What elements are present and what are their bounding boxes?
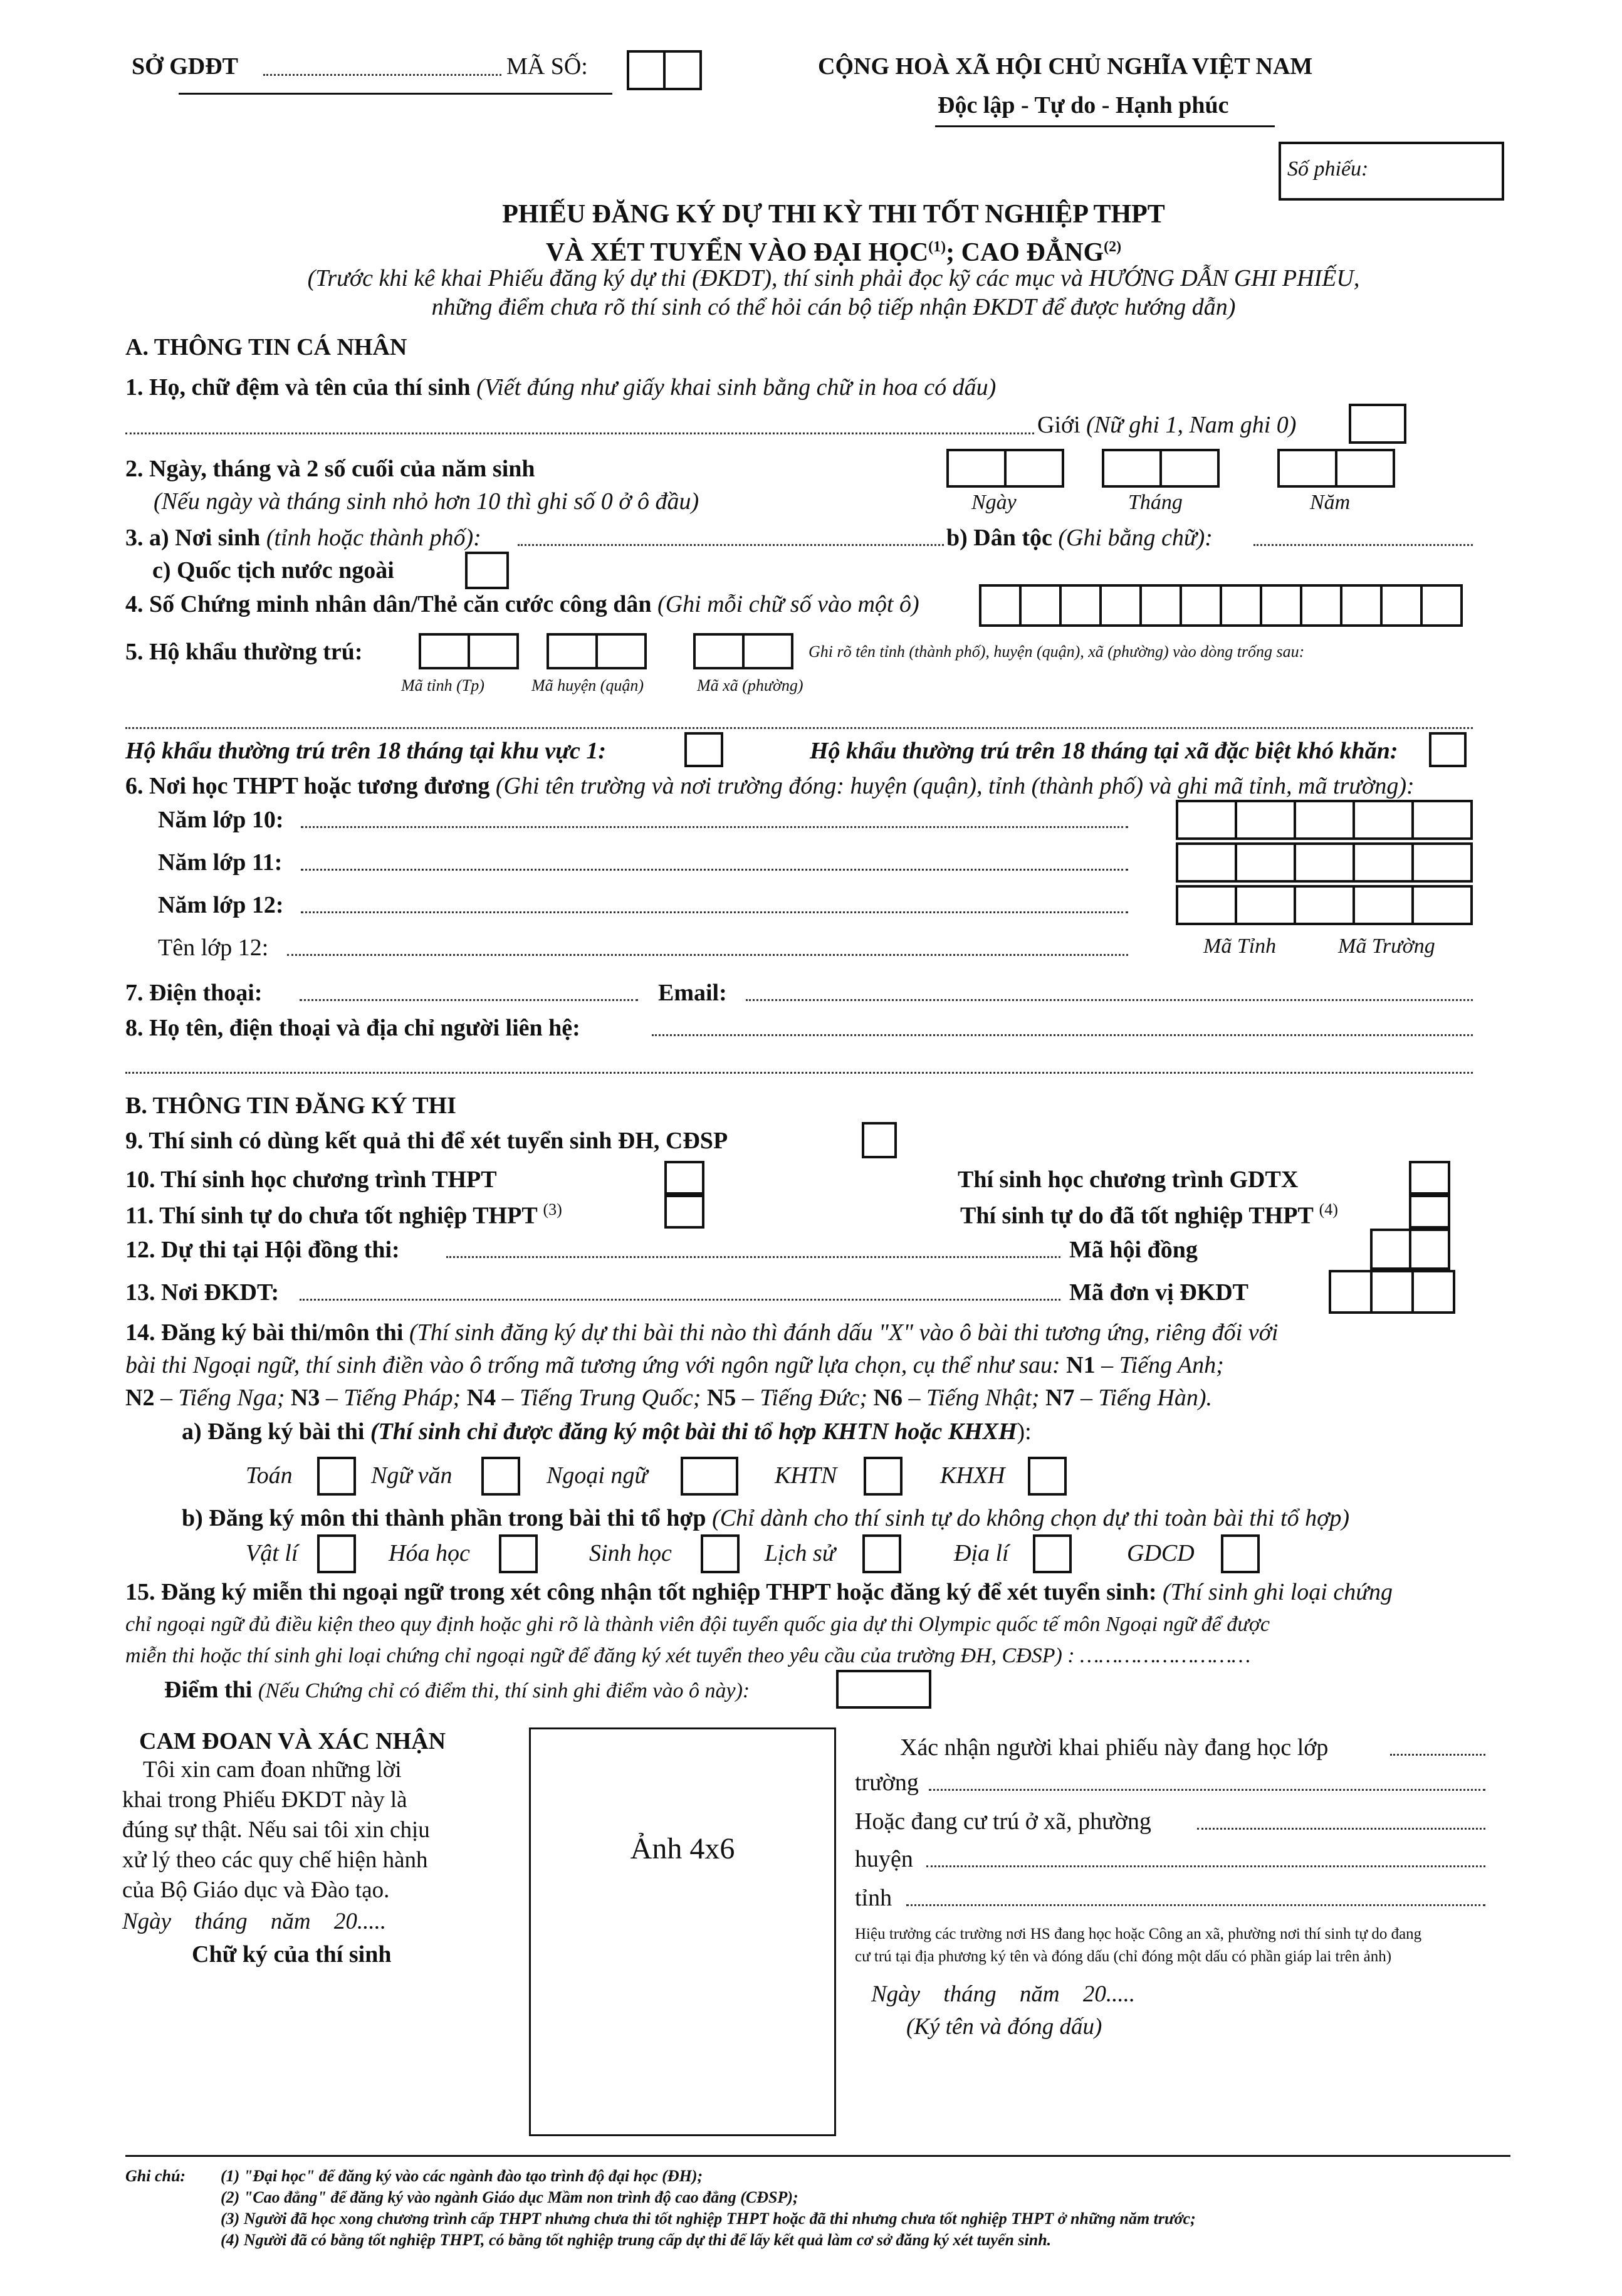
- candidate-signature-label: Chữ ký của thí sinh: [192, 1941, 392, 1968]
- q7-label: 7. Điện thoại:: [125, 980, 263, 1006]
- kv1-box[interactable]: [684, 732, 723, 767]
- q3b-label: b) Dân tộc: [946, 525, 1052, 551]
- confirm-note-1: Hiệu trưởng các trường nơi HS đang học hoặc Công an xã, phường nơi thí sinh tự do đang: [855, 1926, 1422, 1942]
- province-code-caption: Mã tỉnh (Tp): [401, 676, 484, 695]
- title-note-2: những điểm chưa rõ thí sinh có thể hỏi cán bộ tiếp nhận ĐKDT để được hướng dẫn): [431, 294, 1236, 320]
- commune-code-boxes[interactable]: [693, 633, 793, 669]
- confirm-commune-label: Hoặc đang cư trú ở xã, phường: [855, 1808, 1151, 1835]
- civics-label: GDCD: [1127, 1540, 1195, 1566]
- confirm-school-label: trường: [855, 1769, 919, 1796]
- chemistry-box[interactable]: [499, 1534, 538, 1573]
- q3a-label: 3. a) Nơi sinh: [125, 525, 261, 551]
- school-code-row-11[interactable]: [1176, 842, 1473, 883]
- commitment-heading: CAM ĐOAN VÀ XÁC NHẬN: [139, 1728, 446, 1754]
- note-1: (1) "Đại học" để đăng ký vào các ngành đào tạo trình độ đại học (ĐH);: [221, 2167, 703, 2185]
- id-number-cell[interactable]: [979, 584, 1022, 627]
- birth-month-boxes[interactable]: [1102, 449, 1220, 488]
- motto: Độc lập - Tự do - Hạnh phúc: [938, 92, 1229, 118]
- q3a-hint: (tỉnh hoặc thành phố):: [266, 525, 481, 551]
- code-n1: N1: [1066, 1352, 1096, 1378]
- code-n6-text: – Tiếng Nhật;: [908, 1385, 1040, 1411]
- contact-field-2[interactable]: [125, 1072, 1473, 1074]
- ethnicity-field[interactable]: [1253, 544, 1473, 546]
- code-n4: N4: [466, 1385, 496, 1411]
- q4-hint: (Ghi mỗi chữ số vào một ô): [657, 591, 919, 617]
- birthplace-field[interactable]: [518, 544, 944, 546]
- photo-label: Ảnh 4x6: [630, 1832, 735, 1865]
- ma-so-boxes[interactable]: [627, 50, 702, 90]
- q11-right-label: Thí sinh tự do đã tốt nghiệp THPT: [960, 1202, 1314, 1229]
- id-number-cell[interactable]: [1420, 584, 1463, 627]
- commitment-line-1: Tôi xin cam đoan những lời: [143, 1757, 402, 1783]
- motto-rule: [935, 125, 1275, 127]
- code-n4-text: – Tiếng Trung Quốc;: [501, 1385, 701, 1411]
- q15-hint-2: chỉ ngoại ngữ đủ điều kiện theo quy định hoặc ghi rõ là thành viên đội tuyển quốc gia dự thi Olympic quốc tế môn Ngoại ngữ để được: [125, 1613, 1270, 1636]
- notes-label: Ghi chú:: [125, 2167, 186, 2185]
- q3c-label: c) Quốc tịch nước ngoài: [152, 557, 394, 584]
- chemistry-label: Hóa học: [389, 1540, 470, 1566]
- q14a-hint: (Thí sinh chỉ được đăng ký một bài thi tổ hợp KHTN hoặc KHXH: [370, 1418, 1017, 1445]
- q14b-row: [182, 1504, 1349, 1532]
- geography-label: Địa lí: [954, 1540, 1009, 1566]
- q14-line3: [125, 1384, 1212, 1412]
- q4-label: 4. Số Chứng minh nhân dân/Thẻ căn cước công dân: [125, 591, 652, 617]
- ma-so-label: MÃ SỐ:: [506, 53, 588, 80]
- q13-label: 13. Nơi ĐKDT:: [125, 1279, 280, 1306]
- phone-field[interactable]: [300, 999, 638, 1001]
- khxh-label: KHXH: [940, 1462, 1005, 1489]
- commitment-line-3: đúng sự thật. Nếu sai tôi xin chịu: [122, 1817, 430, 1843]
- grade12-label: Năm lớp 12:: [158, 892, 284, 918]
- q1-label: 1. Họ, chữ đệm và tên của thí sinh: [125, 374, 471, 401]
- province-code-boxes[interactable]: [419, 633, 519, 669]
- biology-label: Sinh học: [589, 1540, 672, 1566]
- q3b-hint: (Ghi bằng chữ):: [1058, 525, 1213, 551]
- q9-label: 9. Thí sinh có dùng kết quả thi để xét tuyển sinh ĐH, CĐSP: [125, 1128, 728, 1154]
- council-code-boxes[interactable]: [1370, 1229, 1450, 1270]
- q3b-row: [946, 524, 1213, 552]
- history-box[interactable]: [862, 1534, 901, 1573]
- class12-label: Tên lớp 12:: [158, 935, 269, 961]
- score-box[interactable]: [836, 1670, 931, 1709]
- so-phieu-box[interactable]: [1279, 142, 1504, 201]
- province-code-caption-2: Mã Tỉnh: [1203, 935, 1277, 958]
- q11-sup: (3): [543, 1200, 562, 1219]
- foreign-language-label: Ngoại ngữ: [547, 1462, 648, 1489]
- email-field[interactable]: [746, 999, 1473, 1001]
- math-label: Toán: [246, 1462, 293, 1489]
- q9-box[interactable]: [862, 1122, 897, 1158]
- q6-label: 6. Nơi học THPT hoặc tương đương: [125, 773, 490, 799]
- biology-box[interactable]: [701, 1534, 740, 1573]
- id-number-cell[interactable]: [1260, 584, 1302, 627]
- note-2: (2) "Cao đẳng" để đăng ký vào ngành Giáo dục Mầm non trình độ cao đẳng (CĐSP);: [221, 2188, 798, 2206]
- id-number-cell[interactable]: [1380, 584, 1423, 627]
- commitment-line-4: xử lý theo các quy chế hiện hành: [122, 1847, 428, 1873]
- q14-line2: [125, 1351, 1224, 1379]
- code-n3-text: – Tiếng Pháp;: [325, 1385, 461, 1411]
- physics-box[interactable]: [317, 1534, 356, 1573]
- photo-placeholder: [529, 1727, 836, 2136]
- q6-hint: (Ghi tên trường và nơi trường đóng: huyện (quận), tỉnh (thành phố) và ghi mã tỉnh, mã trường):: [495, 773, 1415, 799]
- khtn-box[interactable]: [864, 1457, 903, 1496]
- q2-label: 2. Ngày, tháng và 2 số cuối của năm sinh: [125, 456, 535, 482]
- confirm-date: Ngày tháng năm 20.....: [871, 1981, 1136, 2007]
- q11-right-sup: (4): [1319, 1200, 1338, 1219]
- special-commune-box[interactable]: [1429, 732, 1467, 767]
- title-sup2: (2): [1104, 239, 1122, 255]
- q4-row: [125, 590, 919, 618]
- id-number-cell[interactable]: [1099, 584, 1142, 627]
- code-n6: N6: [873, 1385, 903, 1411]
- id-number-cell[interactable]: [1019, 584, 1062, 627]
- contact-field-1[interactable]: [652, 1034, 1473, 1036]
- registration-place-field[interactable]: [300, 1299, 1060, 1301]
- confirm-district-label: huyện: [855, 1846, 913, 1872]
- kv1-label: Hộ khẩu thường trú trên 18 tháng tại khu vực 1:: [125, 738, 606, 764]
- special-commune-label: Hộ khẩu thường trú trên 18 tháng tại xã đặc biệt khó khăn:: [810, 738, 1398, 764]
- birth-year-boxes[interactable]: [1277, 449, 1395, 488]
- day-caption: Ngày: [971, 491, 1017, 514]
- foreign-language-box[interactable]: [681, 1457, 738, 1496]
- q10-right-label: Thí sinh học chương trình GDTX: [958, 1166, 1299, 1193]
- commitment-line-2: khai trong Phiếu ĐKDT này là: [122, 1787, 407, 1813]
- score-row: [164, 1676, 750, 1705]
- so-phieu-label: Số phiếu:: [1287, 157, 1369, 181]
- school-code-row-12[interactable]: [1176, 885, 1473, 925]
- title-note-1: (Trước khi kê khai Phiếu đăng ký dự thi (ĐKDT), thí sinh phải đọc kỹ các mục và HƯỚNG DẪN GHI PHIẾU,: [307, 265, 1360, 291]
- grade12-field[interactable]: [301, 911, 1128, 913]
- q15-row: [125, 1578, 1393, 1606]
- confirm-commune-field[interactable]: [1197, 1828, 1485, 1830]
- civics-box[interactable]: [1221, 1534, 1260, 1573]
- literature-label: Ngữ văn: [371, 1462, 453, 1489]
- q1-hint: (Viết đúng như giấy khai sinh bằng chữ in hoa có dấu): [476, 374, 997, 401]
- month-caption: Tháng: [1128, 491, 1183, 514]
- score-label: Điểm thi: [164, 1677, 253, 1703]
- q14-hint-1: (Thí sinh đăng ký dự thi bài thi nào thì đánh dấu "X" vào ô bài thi tương ứng, riêng đối với: [409, 1319, 1279, 1346]
- gender-hint: (Nữ ghi 1, Nam ghi 0): [1086, 412, 1297, 438]
- code-n3: N3: [290, 1385, 320, 1411]
- section-b-heading: B. THÔNG TIN ĐĂNG KÝ THI: [125, 1093, 456, 1119]
- confirm-sign-label: (Ký tên và đóng dấu): [906, 2014, 1102, 2040]
- q14-hint-2: bài thi Ngoại ngữ, thí sinh điền vào ô trống mã tương ứng với ngôn ngữ lựa chọn, cụ thể như sau:: [125, 1352, 1060, 1378]
- header-left-rule: [179, 93, 612, 95]
- q11-label: 11. Thí sinh tự do chưa tốt nghiệp THPT: [125, 1202, 537, 1229]
- id-number-cell[interactable]: [1139, 584, 1182, 627]
- q11-box[interactable]: [664, 1195, 704, 1229]
- q14-label: 14. Đăng ký bài thi/môn thi: [125, 1319, 404, 1346]
- section-a-heading: A. THÔNG TIN CÁ NHÂN: [125, 334, 407, 360]
- country-name: CỘNG HOÀ XÃ HỘI CHỦ NGHĨA VIỆT NAM: [818, 53, 1313, 80]
- q15-hint-1: (Thí sinh ghi loại chứng: [1163, 1579, 1393, 1605]
- q14a-label: a) Đăng ký bài thi: [182, 1418, 365, 1445]
- q5-label: 5. Hộ khẩu thường trú:: [125, 639, 363, 665]
- code-n5: N5: [706, 1385, 736, 1411]
- q5-hint: Ghi rõ tên tỉnh (thành phố), huyện (quận), xã (phường) vào dòng trống sau:: [808, 642, 1305, 661]
- gender-label: Giới: [1037, 412, 1080, 438]
- khxh-box[interactable]: [1028, 1457, 1067, 1496]
- q15-hint-3: miễn thi hoặc thí sinh ghi loại chứng chỉ ngoại ngữ để đăng ký xét tuyển theo yêu cầu của trường ĐH, CĐSP) : ………………………: [125, 1644, 1251, 1667]
- q11-row: [125, 1200, 562, 1230]
- unit-code-label: Mã đơn vị ĐKDT: [1069, 1279, 1249, 1306]
- note-4: (4) Người đã có bằng tốt nghiệp THPT, có bằng tốt nghiệp trung cấp dự thi để lấy kết quả làm cơ sở đăng ký xét tuyển sinh.: [221, 2231, 1052, 2249]
- grade11-field[interactable]: [301, 869, 1128, 871]
- school-code-row-10[interactable]: [1176, 800, 1473, 840]
- so-gddt-field[interactable]: [263, 74, 501, 76]
- q14a-end: ):: [1017, 1418, 1032, 1445]
- q14b-label: b) Đăng ký môn thi thành phần trong bài thi tổ hợp: [182, 1505, 706, 1531]
- id-number-cell[interactable]: [1220, 584, 1262, 627]
- id-number-cell[interactable]: [1180, 584, 1222, 627]
- id-number-cell[interactable]: [1059, 584, 1102, 627]
- code-n5-text: – Tiếng Đức;: [741, 1385, 868, 1411]
- q14b-hint: (Chỉ dành cho thí sinh tự do không chọn dự thi toàn bài thi tổ hợp): [712, 1505, 1350, 1531]
- q10-right-box[interactable]: [1409, 1161, 1450, 1195]
- exam-council-field[interactable]: [446, 1256, 1060, 1258]
- foreign-nationality-box[interactable]: [465, 552, 509, 589]
- code-n2: N2: [125, 1385, 155, 1411]
- khtn-label: KHTN: [775, 1462, 837, 1489]
- district-code-boxes[interactable]: [547, 633, 647, 669]
- so-gddt-label: SỞ GDĐT: [132, 53, 238, 80]
- commune-code-caption: Mã xã (phường): [697, 676, 803, 695]
- commitment-date: Ngày tháng năm 20.....: [122, 1909, 387, 1934]
- q14-row: [125, 1319, 1278, 1346]
- q15-label: 15. Đăng ký miễn thi ngoại ngữ trong xét công nhận tốt nghiệp THPT hoặc đăng ký để xét tuyển sinh:: [125, 1579, 1157, 1605]
- grade11-label: Năm lớp 11:: [158, 849, 283, 876]
- birth-day-boxes[interactable]: [946, 449, 1064, 488]
- title-sup1: (1): [928, 239, 946, 255]
- score-hint: (Nếu Chứng chỉ có điểm thi, thí sinh ghi điểm vào ô này):: [258, 1679, 750, 1702]
- year-caption: Năm: [1310, 491, 1351, 514]
- q2-hint: (Nếu ngày và tháng sinh nhỏ hơn 10 thì ghi số 0 ở ô đầu): [154, 488, 699, 515]
- full-name-field[interactable]: [125, 432, 1034, 434]
- q10-label: 10. Thí sinh học chương trình THPT: [125, 1166, 497, 1193]
- confirm-note-2: cư trú tại địa phương ký tên và đóng dấu (chỉ đóng một dấu có phần giáp lai trên ảnh): [855, 1948, 1392, 1965]
- confirm-school-field[interactable]: [929, 1789, 1485, 1791]
- form-title-line1: PHIẾU ĐĂNG KÝ DỰ THI KỲ THI TỐT NGHIỆP THPT: [502, 200, 1165, 229]
- note-3: (3) Người đã học xong chương trình cấp THPT nhưng chưa thi tốt nghiệp THPT hoặc đã thi nhưng chưa tốt nghiệp THPT ở những năm trước;: [221, 2210, 1196, 2228]
- confirm-class-label: Xác nhận người khai phiếu này đang học lớp: [900, 1734, 1329, 1761]
- class12-field[interactable]: [287, 954, 1128, 956]
- title-text-a: VÀ XÉT TUYỂN VÀO ĐẠI HỌC: [545, 238, 929, 267]
- id-number-cell[interactable]: [1300, 584, 1342, 627]
- residence-address-field[interactable]: [125, 727, 1473, 729]
- q1-row: [125, 374, 996, 401]
- confirm-province-field[interactable]: [906, 1904, 1485, 1906]
- confirm-province-label: tỉnh: [855, 1885, 892, 1911]
- council-code-label: Mã hội đồng: [1069, 1237, 1198, 1263]
- grade10-field[interactable]: [301, 826, 1128, 828]
- district-code-caption: Mã huyện (quận): [531, 676, 644, 695]
- q8-label: 8. Họ tên, điện thoại và địa chỉ người liên hệ:: [125, 1015, 580, 1041]
- grade10-label: Năm lớp 10:: [158, 807, 284, 833]
- q12-label: 12. Dự thi tại Hội đồng thi:: [125, 1237, 400, 1263]
- form-title-line2: [0, 232, 1622, 268]
- q11-right-box[interactable]: [1409, 1195, 1450, 1229]
- confirm-class-field[interactable]: [1390, 1754, 1485, 1756]
- code-n1-text: – Tiếng Anh;: [1101, 1352, 1224, 1378]
- email-label: Email:: [658, 980, 727, 1006]
- geography-box[interactable]: [1033, 1534, 1072, 1573]
- id-number-boxes[interactable]: [979, 584, 1463, 627]
- physics-label: Vật lí: [246, 1540, 298, 1566]
- q14a-row: [182, 1418, 1032, 1445]
- id-number-cell[interactable]: [1340, 584, 1383, 627]
- code-n2-text: – Tiếng Nga;: [160, 1385, 285, 1411]
- code-n7-text: – Tiếng Hàn).: [1080, 1385, 1213, 1411]
- confirm-district-field[interactable]: [926, 1865, 1485, 1867]
- notes-rule: [125, 2155, 1510, 2157]
- commitment-line-5: của Bộ Giáo dục và Đào tạo.: [122, 1877, 390, 1903]
- unit-code-boxes[interactable]: [1329, 1270, 1455, 1314]
- code-n7: N7: [1045, 1385, 1075, 1411]
- q11-right-row: [960, 1200, 1338, 1230]
- q3a-row: [125, 524, 481, 552]
- gender-row: [1037, 411, 1296, 439]
- q6-row: [125, 772, 1415, 800]
- school-code-caption: Mã Trường: [1338, 935, 1435, 958]
- math-box[interactable]: [317, 1457, 356, 1496]
- title-text-b: ; CAO ĐẲNG: [946, 238, 1104, 267]
- history-label: Lịch sử: [765, 1540, 835, 1566]
- q10-box[interactable]: [664, 1161, 704, 1195]
- literature-box[interactable]: [481, 1457, 520, 1496]
- gender-box[interactable]: [1349, 404, 1406, 444]
